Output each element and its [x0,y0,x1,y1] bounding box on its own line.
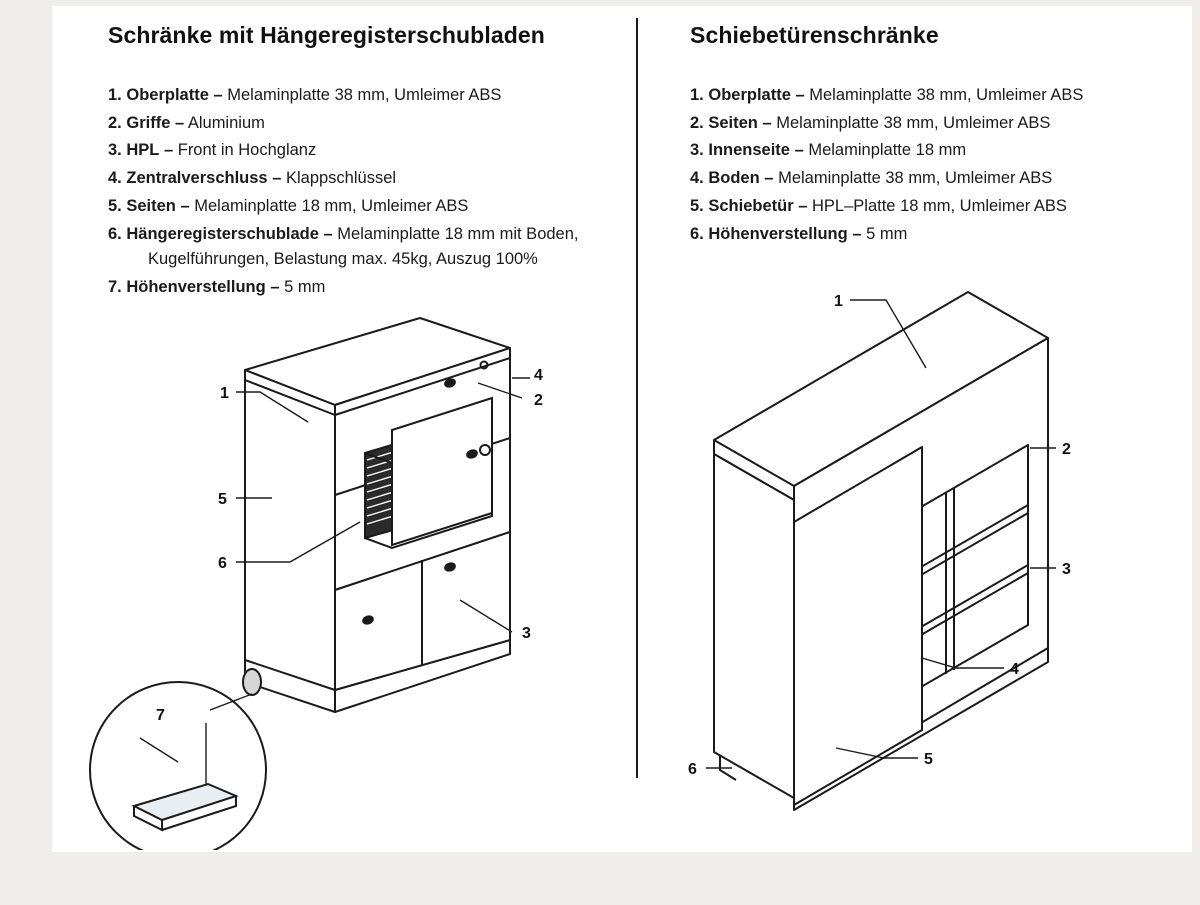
item-term: Innenseite [708,141,790,160]
callout-3: 3 [1062,561,1071,578]
item-number: 5. [690,196,704,215]
item-dash: – [764,169,774,188]
item-dash: – [272,169,282,188]
item-number: 2. [108,113,122,132]
item-dash: – [794,141,804,160]
item-dash: – [798,196,808,215]
left-panel-text [108,22,628,303]
item-number: 6. [108,224,122,243]
item-dash: – [270,278,280,297]
foot-detail-circle [90,682,266,850]
callout-4: 4 [1010,661,1019,678]
callout-6: 6 [688,761,697,778]
item-desc: Melaminplatte 38 mm, Umleimer ABS [227,86,502,104]
item-term: Hängeregisterschublade [126,224,319,243]
right-cabinet-svg [636,250,1196,850]
item-desc: HPL–Platte 18 mm, Umleimer ABS [812,196,1067,215]
list-item [690,194,1140,220]
item-desc: Melaminplatte 18 mm, Umleimer ABS [194,196,469,215]
list-item [108,166,628,192]
item-number: 2. [690,113,704,132]
left-cabinet-drawing [60,270,620,855]
list-item [108,111,628,137]
item-term: Zentralverschluss [126,169,268,188]
list-item [690,222,1140,248]
item-number: 1. [690,86,704,104]
item-number: 3. [690,141,704,160]
item-term: Seiten [708,113,758,132]
callout-2: 2 [1062,441,1071,458]
item-desc: 5 mm [284,278,326,297]
left-cabinet-svg [60,270,620,850]
list-item [690,138,1140,164]
item-dash: – [174,113,185,132]
callout-3: 3 [522,625,531,642]
item-desc: Klappschlüssel [285,169,397,188]
callout-7: 7 [156,707,165,724]
item-desc-continued: Kugelführungen, Belastung max. 45kg, Auszug 100% [148,250,538,269]
callout-2: 2 [534,392,543,409]
callout-6: 6 [218,555,227,572]
left-side-panel [245,370,335,690]
item-dash: – [795,86,805,104]
item-dash: – [213,86,223,104]
item-desc: Melaminplatte 18 mm mit Boden, [337,224,579,243]
item-term: HPL [126,141,160,160]
item-dash: – [180,196,190,215]
callout-5: 5 [924,751,933,768]
item-term: Griffe [126,113,171,132]
item-desc: Melaminplatte 38 mm, Umleimer ABS [778,169,1053,188]
item-desc: Front in Hochglanz [177,141,317,160]
item-dash: – [762,113,772,132]
list-item [108,138,628,164]
item-desc: Melaminplatte 18 mm [808,141,967,160]
item-term: Oberplatte [708,86,791,104]
item-number: 1. [108,86,122,104]
list-item [108,83,628,109]
item-term: Boden [708,169,760,188]
left-panel-title: Schränke mit Hängeregisterschubladen [108,22,545,48]
callout-5: 5 [218,491,227,508]
left-side-panel [714,454,794,798]
item-number: 5. [108,196,122,215]
list-item [690,83,1140,109]
item-dash: – [163,141,174,160]
item-number: 4. [690,169,704,188]
callout-4: 4 [534,367,543,384]
item-term: Seiten [126,196,176,215]
list-item [690,166,1140,192]
list-item [108,222,628,273]
right-cabinet-drawing [636,250,1196,855]
list-item [108,194,628,220]
item-desc: 5 mm [866,224,908,243]
right-panel-spec-list [690,83,1140,247]
callout-1: 1 [834,293,843,310]
item-number: 7. [108,278,122,297]
item-number: 3. [108,141,122,160]
right-panel-title: Schiebetürenschränke [690,22,939,48]
item-term: Höhenverstellung [708,224,848,243]
right-panel-text [690,22,1140,249]
item-number: 6. [690,224,704,243]
list-item [690,111,1140,137]
item-term: Schiebetür [708,196,794,215]
callout-1: 1 [220,385,229,402]
item-desc: Aluminium [187,113,265,132]
item-dash: – [852,224,862,243]
left-panel-spec-list [108,83,628,301]
item-desc: Melaminplatte 38 mm, Umleimer ABS [809,86,1084,104]
item-term: Höhenverstellung [126,278,266,297]
item-number: 4. [108,169,122,188]
item-term: Oberplatte [126,86,209,104]
item-dash: – [323,224,333,243]
item-desc: Melaminplatte 38 mm, Umleimer ABS [776,113,1051,132]
